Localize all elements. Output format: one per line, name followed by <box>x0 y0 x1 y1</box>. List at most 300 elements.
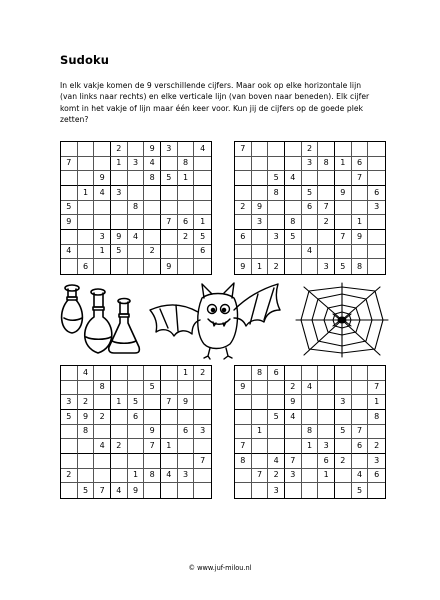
sudoku-cell: 7 <box>194 454 211 469</box>
sudoku-cell: 3 <box>302 157 319 172</box>
sudoku-cell <box>368 259 385 274</box>
sudoku-cell: 4 <box>268 454 285 469</box>
sudoku-cell <box>144 186 161 201</box>
sudoku-cell: 6 <box>128 410 145 425</box>
sudoku-cell <box>61 425 78 440</box>
sudoku-cell: 6 <box>352 157 369 172</box>
sudoku-cell: 4 <box>111 483 128 498</box>
sudoku-cell <box>268 142 285 157</box>
sudoku-cell <box>94 259 111 274</box>
sudoku-cell: 8 <box>252 366 269 381</box>
sudoku-cell <box>268 245 285 260</box>
sudoku-cell <box>78 454 95 469</box>
sudoku-cell <box>78 245 95 260</box>
sudoku-cell <box>318 483 335 498</box>
sudoku-cell <box>78 439 95 454</box>
sudoku-cell <box>194 483 211 498</box>
sudoku-cell <box>94 469 111 484</box>
sudoku-cell: 2 <box>111 142 128 157</box>
sudoku-cell <box>252 381 269 396</box>
sudoku-cell: 1 <box>252 425 269 440</box>
sudoku-cell: 9 <box>144 142 161 157</box>
sudoku-cell <box>368 366 385 381</box>
sudoku-cell <box>352 142 369 157</box>
sudoku-cell <box>285 425 302 440</box>
sudoku-cell <box>78 201 95 216</box>
sudoku-cell <box>318 410 335 425</box>
sudoku-cell <box>352 366 369 381</box>
sudoku-cell: 8 <box>285 215 302 230</box>
sudoku-cell: 5 <box>61 201 78 216</box>
sudoku-cell: 4 <box>78 366 95 381</box>
sudoku-cell: 9 <box>352 230 369 245</box>
sudoku-cell: 2 <box>111 439 128 454</box>
sudoku-cell <box>194 469 211 484</box>
sudoku-cell: 6 <box>368 469 385 484</box>
sudoku-cell <box>111 410 128 425</box>
sudoku-cell: 9 <box>285 395 302 410</box>
sudoku-cell: 7 <box>144 439 161 454</box>
sudoku-cell: 7 <box>94 483 111 498</box>
sudoku-cell: 7 <box>368 381 385 396</box>
sudoku-cell <box>161 410 178 425</box>
sudoku-cell <box>352 186 369 201</box>
sudoku-cell: 3 <box>194 425 211 440</box>
sudoku-cell <box>368 230 385 245</box>
sudoku-cell: 1 <box>161 439 178 454</box>
sudoku-cell <box>352 201 369 216</box>
sudoku-cell: 8 <box>78 425 95 440</box>
sudoku-cell: 4 <box>161 469 178 484</box>
sudoku-cell: 5 <box>144 381 161 396</box>
sudoku-cell <box>368 215 385 230</box>
sudoku-cell <box>111 259 128 274</box>
sudoku-cell <box>235 186 252 201</box>
sudoku-cell <box>61 186 78 201</box>
sudoku-cell: 5 <box>302 186 319 201</box>
sudoku-cell <box>335 215 352 230</box>
sudoku-cell <box>78 157 95 172</box>
sudoku-cell: 2 <box>318 215 335 230</box>
sudoku-cell <box>235 483 252 498</box>
sudoku-cell <box>111 425 128 440</box>
sudoku-cell <box>194 201 211 216</box>
sudoku-cell <box>235 366 252 381</box>
sudoku-cell: 6 <box>194 245 211 260</box>
sudoku-cell: 7 <box>352 425 369 440</box>
sudoku-cell: 9 <box>335 186 352 201</box>
sudoku-cell: 9 <box>235 381 252 396</box>
sudoku-cell: 9 <box>111 230 128 245</box>
sudoku-cell <box>161 381 178 396</box>
sudoku-cell <box>335 439 352 454</box>
sudoku-cell: 9 <box>94 171 111 186</box>
sudoku-cell: 4 <box>285 410 302 425</box>
sudoku-cell <box>194 171 211 186</box>
instructions-line: zetten? <box>60 115 89 125</box>
sudoku-cell: 7 <box>61 157 78 172</box>
sudoku-cell <box>161 186 178 201</box>
sudoku-cell <box>178 483 195 498</box>
sudoku-cell <box>128 215 145 230</box>
sudoku-cell <box>235 395 252 410</box>
sudoku-cell: 1 <box>178 171 195 186</box>
sudoku-cell: 6 <box>78 259 95 274</box>
sudoku-cell: 3 <box>111 186 128 201</box>
sudoku-cell: 7 <box>318 201 335 216</box>
sudoku-cell <box>61 454 78 469</box>
sudoku-cell <box>144 366 161 381</box>
sudoku-cell: 9 <box>161 259 178 274</box>
sudoku-cell <box>285 201 302 216</box>
sudoku-cell <box>318 395 335 410</box>
sudoku-cell <box>178 410 195 425</box>
sudoku-cell <box>368 157 385 172</box>
sudoku-cell: 9 <box>78 410 95 425</box>
sudoku-cell <box>235 425 252 440</box>
sudoku-cell: 8 <box>368 410 385 425</box>
sudoku-cell <box>318 381 335 396</box>
sudoku-cell <box>111 201 128 216</box>
sudoku-cell: 6 <box>318 454 335 469</box>
sudoku-cell <box>78 381 95 396</box>
sudoku-cell <box>335 483 352 498</box>
sudoku-cell <box>302 171 319 186</box>
sudoku-cell: 7 <box>252 469 269 484</box>
sudoku-cell <box>94 142 111 157</box>
sudoku-cell <box>335 381 352 396</box>
sudoku-cell <box>252 410 269 425</box>
sudoku-cell <box>352 410 369 425</box>
sudoku-cell <box>194 157 211 172</box>
sudoku-cell: 5 <box>285 230 302 245</box>
sudoku-cell: 2 <box>302 142 319 157</box>
sudoku-cell <box>111 171 128 186</box>
sudoku-cell <box>61 259 78 274</box>
sudoku-cell: 3 <box>268 230 285 245</box>
sudoku-cell <box>252 454 269 469</box>
sudoku-cell <box>318 366 335 381</box>
sudoku-cell: 9 <box>144 425 161 440</box>
sudoku-cell <box>94 395 111 410</box>
sudoku-cell: 3 <box>161 142 178 157</box>
sudoku-cell <box>78 142 95 157</box>
sudoku-cell <box>318 142 335 157</box>
sudoku-cell <box>111 454 128 469</box>
sudoku-cell <box>94 157 111 172</box>
sudoku-cell: 3 <box>368 201 385 216</box>
sudoku-cell <box>268 439 285 454</box>
sudoku-cell <box>178 454 195 469</box>
sudoku-cell: 1 <box>368 395 385 410</box>
sudoku-cell: 8 <box>318 157 335 172</box>
sudoku-cell <box>161 245 178 260</box>
sudoku-cell <box>352 381 369 396</box>
sudoku-cell: 5 <box>268 171 285 186</box>
sudoku-cell <box>235 215 252 230</box>
sudoku-cell <box>194 259 211 274</box>
sudoku-cell <box>252 230 269 245</box>
sudoku-cell: 2 <box>194 366 211 381</box>
sudoku-cell <box>335 366 352 381</box>
sudoku-cell: 5 <box>335 425 352 440</box>
sudoku-cell: 8 <box>144 469 161 484</box>
sudoku-cell <box>318 186 335 201</box>
sudoku-cell <box>252 483 269 498</box>
instructions <box>60 80 390 126</box>
sudoku-cell: 5 <box>61 410 78 425</box>
sudoku-cell <box>194 439 211 454</box>
instructions-line: komt in het vakje of lijn maar één keer voor. Kun jij de cijfers op de goede plek <box>60 103 364 113</box>
sudoku-cell: 7 <box>335 230 352 245</box>
sudoku-cell <box>128 439 145 454</box>
sudoku-cell <box>61 439 78 454</box>
sudoku-cell <box>161 157 178 172</box>
sudoku-cell: 1 <box>111 157 128 172</box>
sudoku-cell <box>61 230 78 245</box>
sudoku-cell <box>144 201 161 216</box>
sudoku-cell <box>128 381 145 396</box>
sudoku-cell <box>128 454 145 469</box>
sudoku-cell: 8 <box>268 186 285 201</box>
sudoku-cell: 3 <box>178 469 195 484</box>
sudoku-cell: 6 <box>368 186 385 201</box>
sudoku-cell <box>268 381 285 396</box>
sudoku-cell <box>252 157 269 172</box>
sudoku-cell <box>94 454 111 469</box>
sudoku-cell <box>78 230 95 245</box>
sudoku-cell <box>302 230 319 245</box>
sudoku-cell: 8 <box>352 259 369 274</box>
sudoku-cell <box>61 381 78 396</box>
sudoku-cell <box>268 157 285 172</box>
sudoku-cell: 5 <box>194 230 211 245</box>
sudoku-cell: 3 <box>318 259 335 274</box>
sudoku-cell: 5 <box>352 483 369 498</box>
sudoku-cell <box>285 142 302 157</box>
sudoku-cell <box>94 201 111 216</box>
sudoku-cell: 4 <box>61 245 78 260</box>
sudoku-cell: 8 <box>144 171 161 186</box>
sudoku-cell <box>368 245 385 260</box>
sudoku-cell <box>161 483 178 498</box>
sudoku-cell <box>268 201 285 216</box>
sudoku-cell: 3 <box>318 439 335 454</box>
sudoku-cell: 7 <box>235 142 252 157</box>
sudoku-cell <box>194 395 211 410</box>
sudoku-cell: 5 <box>111 245 128 260</box>
sudoku-cell <box>128 245 145 260</box>
sudoku-cell: 1 <box>302 439 319 454</box>
sudoku-cell <box>144 454 161 469</box>
sudoku-cell <box>285 439 302 454</box>
sudoku-cell: 9 <box>61 215 78 230</box>
sudoku-cell: 5 <box>335 259 352 274</box>
sudoku-cell: 5 <box>128 395 145 410</box>
sudoku-cell <box>335 201 352 216</box>
sudoku-cell: 4 <box>128 230 145 245</box>
sudoku-cell <box>302 469 319 484</box>
sudoku-cell <box>61 171 78 186</box>
sudoku-cell <box>352 245 369 260</box>
sudoku-cell: 4 <box>94 186 111 201</box>
sudoku-cell <box>335 410 352 425</box>
sudoku-cell: 7 <box>161 395 178 410</box>
sudoku-cell <box>252 142 269 157</box>
sudoku-cell: 8 <box>128 201 145 216</box>
sudoku-cell <box>128 171 145 186</box>
sudoku-cell <box>111 469 128 484</box>
sudoku-cell: 6 <box>302 201 319 216</box>
footer-copyright: © www.juf-milou.nl <box>188 564 252 572</box>
sudoku-cell: 1 <box>78 186 95 201</box>
sudoku-cell <box>235 469 252 484</box>
sudoku-cell: 2 <box>268 259 285 274</box>
sudoku-cell <box>128 142 145 157</box>
sudoku-cell <box>178 201 195 216</box>
sudoku-cell: 8 <box>302 425 319 440</box>
sudoku-cell <box>235 245 252 260</box>
sudoku-cell: 1 <box>335 157 352 172</box>
sudoku-cell <box>302 259 319 274</box>
sudoku-cell <box>78 171 95 186</box>
sudoku-cell <box>161 366 178 381</box>
sudoku-cell <box>178 259 195 274</box>
sudoku-cell <box>235 410 252 425</box>
sudoku-cell: 1 <box>111 395 128 410</box>
sudoku-cell <box>144 259 161 274</box>
page-title: Sudoku <box>60 53 110 67</box>
sudoku-cell: 8 <box>178 157 195 172</box>
sudoku-cell: 2 <box>178 230 195 245</box>
sudoku-cell: 6 <box>178 215 195 230</box>
sudoku-cell <box>318 425 335 440</box>
sudoku-cell: 6 <box>268 366 285 381</box>
sudoku-cell <box>178 142 195 157</box>
sudoku-cell <box>302 215 319 230</box>
sudoku-cell <box>94 215 111 230</box>
sudoku-cell: 2 <box>144 245 161 260</box>
sudoku-cell <box>285 366 302 381</box>
sudoku-cell: 4 <box>94 439 111 454</box>
sudoku-cell <box>194 186 211 201</box>
sudoku-cell <box>78 215 95 230</box>
sudoku-cell: 9 <box>178 395 195 410</box>
sudoku-cell <box>161 201 178 216</box>
sudoku-cell <box>352 395 369 410</box>
sudoku-cell <box>111 381 128 396</box>
sudoku-cell: 5 <box>268 410 285 425</box>
sudoku-cell: 5 <box>161 171 178 186</box>
sudoku-cell: 7 <box>235 439 252 454</box>
sudoku-cell <box>318 171 335 186</box>
sudoku-cell <box>252 395 269 410</box>
sudoku-cell <box>178 186 195 201</box>
sudoku-cell <box>128 366 145 381</box>
sudoku-cell <box>285 245 302 260</box>
sudoku-cell: 2 <box>235 201 252 216</box>
sudoku-grid-2 <box>234 141 386 275</box>
sudoku-cell: 2 <box>368 439 385 454</box>
sudoku-cell <box>194 410 211 425</box>
sudoku-cell <box>335 142 352 157</box>
sudoku-cell <box>128 425 145 440</box>
flasks-illustration <box>60 281 142 359</box>
sudoku-cell <box>111 215 128 230</box>
sudoku-cell <box>194 381 211 396</box>
sudoku-cell: 8 <box>235 454 252 469</box>
sudoku-cell <box>94 366 111 381</box>
sudoku-cell <box>268 215 285 230</box>
sudoku-cell: 1 <box>318 469 335 484</box>
sudoku-cell: 1 <box>178 366 195 381</box>
sudoku-cell: 3 <box>335 395 352 410</box>
sudoku-cell: 1 <box>94 245 111 260</box>
sudoku-cell <box>302 395 319 410</box>
sudoku-cell: 7 <box>352 171 369 186</box>
sudoku-cell <box>61 483 78 498</box>
spider-web-illustration <box>294 281 390 359</box>
sudoku-cell <box>144 215 161 230</box>
sudoku-cell <box>302 410 319 425</box>
sudoku-cell: 6 <box>235 230 252 245</box>
sudoku-cell <box>252 245 269 260</box>
sudoku-cell <box>318 230 335 245</box>
sudoku-grid-1 <box>60 141 212 275</box>
sudoku-cell: 6 <box>178 425 195 440</box>
sudoku-cell <box>144 483 161 498</box>
sudoku-cell: 5 <box>78 483 95 498</box>
bat-illustration <box>146 276 284 366</box>
sudoku-cell: 3 <box>268 483 285 498</box>
sudoku-cell: 2 <box>335 454 352 469</box>
instructions-line: (van links naar rechts) en elke verticale lijn (van boven naar beneden). Elk cijfer <box>60 92 370 102</box>
sudoku-cell: 6 <box>352 439 369 454</box>
sudoku-grid-4 <box>234 365 386 499</box>
sudoku-cell: 3 <box>61 395 78 410</box>
sudoku-cell: 1 <box>128 469 145 484</box>
sudoku-cell <box>285 483 302 498</box>
sudoku-cell <box>252 171 269 186</box>
sudoku-cell: 1 <box>352 215 369 230</box>
sudoku-cell <box>61 142 78 157</box>
sudoku-cell: 7 <box>161 215 178 230</box>
sudoku-cell <box>161 425 178 440</box>
sudoku-cell <box>144 395 161 410</box>
sudoku-cell <box>94 425 111 440</box>
sudoku-cell <box>128 186 145 201</box>
sudoku-cell: 8 <box>94 381 111 396</box>
sudoku-cell: 2 <box>61 469 78 484</box>
sudoku-cell <box>235 171 252 186</box>
sudoku-cell: 4 <box>285 171 302 186</box>
sudoku-cell <box>318 245 335 260</box>
sudoku-cell: 9 <box>235 259 252 274</box>
sudoku-cell <box>111 366 128 381</box>
sudoku-cell: 4 <box>302 245 319 260</box>
sudoku-cell <box>285 157 302 172</box>
sudoku-cell <box>78 469 95 484</box>
instructions-line: In elk vakje komen de 9 verschillende cijfers. Maar ook op elke horizontale lijn <box>60 81 362 90</box>
sudoku-cell <box>144 230 161 245</box>
sudoku-cell: 3 <box>252 215 269 230</box>
sudoku-cell <box>268 425 285 440</box>
sudoku-cell <box>128 259 145 274</box>
sudoku-cell <box>335 469 352 484</box>
sudoku-cell: 4 <box>352 469 369 484</box>
sudoku-cell: 3 <box>368 454 385 469</box>
sudoku-cell: 3 <box>94 230 111 245</box>
